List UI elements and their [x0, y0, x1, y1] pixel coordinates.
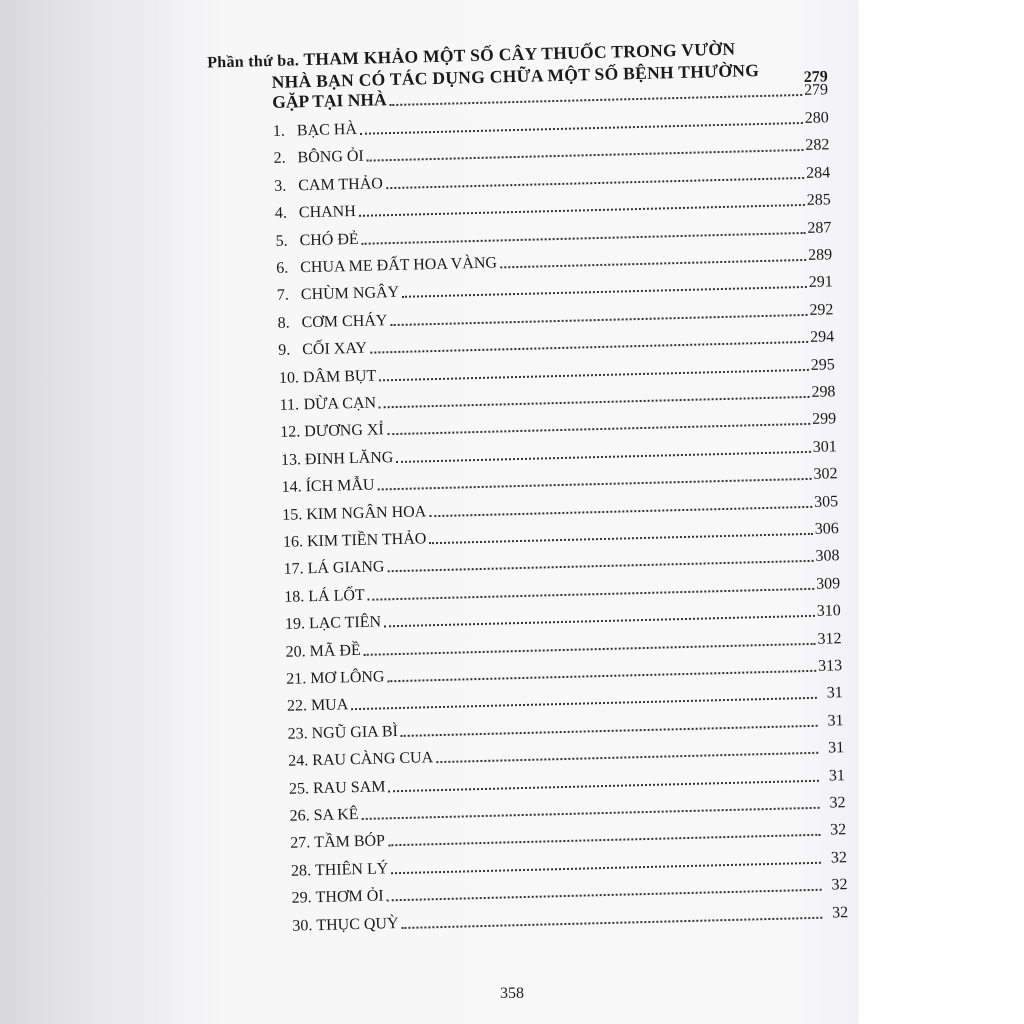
entry-number: 16.	[282, 533, 304, 551]
entry-title: BÔNG ỎI	[297, 148, 364, 167]
dot-leader	[364, 642, 816, 655]
entry-title: MUA	[310, 696, 349, 715]
dot-leader	[436, 752, 818, 763]
entry-title: KIM NGÂN HOA	[306, 502, 427, 523]
entry-page: 291	[808, 273, 833, 292]
entry-title: ĐINH LĂNG	[304, 448, 394, 469]
entry-title: CHUA ME ĐẤT HOA VÀNG	[300, 254, 498, 277]
entry-page: 32	[829, 794, 846, 812]
entry-number: 10.	[278, 368, 300, 387]
entry-page: 309	[815, 575, 841, 593]
dot-leader	[500, 259, 806, 268]
dot-leader	[429, 505, 812, 516]
entry-page: 298	[811, 383, 836, 401]
entry-page: 301	[812, 438, 837, 456]
entry-number: 24.	[288, 752, 309, 770]
entry-page: 310	[816, 602, 842, 620]
entry-number: 28.	[290, 862, 312, 880]
dot-leader	[362, 807, 820, 820]
dot-leader	[390, 94, 803, 106]
entry-number: 30.	[292, 916, 313, 935]
entry-page: 308	[815, 547, 840, 566]
entry-title: MÃ ĐỀ	[309, 641, 361, 660]
entry-page: 282	[805, 136, 830, 155]
entry-title: DÂM BỤT	[302, 367, 377, 386]
entry-title: NGŨ GIA BÌ	[311, 722, 399, 742]
entry-page: 305	[813, 492, 839, 511]
entry-page: 302	[813, 465, 838, 484]
entry-title: CHÓ ĐẺ	[299, 230, 359, 249]
entry-number: 14.	[281, 478, 302, 497]
entry-title: THIÊN LÝ	[314, 860, 389, 879]
entry-title: DỪA CẠN	[303, 394, 377, 414]
dot-leader	[362, 232, 806, 245]
entry-title: CỐI XAY	[302, 339, 368, 359]
entry-page: 313	[817, 657, 843, 675]
section-page-secondary: 279	[803, 81, 829, 99]
entry-page: 284	[805, 164, 831, 182]
dot-leader	[402, 916, 823, 928]
entry-page: 287	[807, 218, 832, 237]
entry-title: CHÙM NGÂY	[300, 284, 400, 304]
entry-number: 22.	[286, 697, 308, 716]
entry-page: 294	[809, 328, 835, 347]
entry-title: THỤC QUỲ	[316, 914, 399, 934]
entry-page: 32	[831, 876, 848, 894]
entry-title: SA KÊ	[313, 806, 359, 825]
entry-number: 4.	[274, 204, 288, 223]
entry-number: 23.	[287, 725, 308, 743]
entry-page: 289	[807, 246, 833, 264]
dot-leader	[360, 122, 803, 135]
entry-title: LẠC TIÊN	[308, 613, 382, 633]
entry-title: DƯƠNG XỈ	[304, 421, 384, 441]
entry-page: 32	[831, 903, 849, 922]
entry-number: 27.	[290, 834, 311, 853]
dot-leader	[379, 396, 809, 409]
section-lead: Phần thứ ba.	[207, 52, 300, 72]
dot-leader	[378, 478, 812, 491]
entry-page: 32	[830, 848, 848, 867]
entry-title: ÍCH MẪU	[305, 476, 375, 496]
dot-leader	[388, 560, 814, 572]
entry-number: 26.	[289, 807, 310, 825]
entry-number: 8.	[277, 314, 290, 332]
dot-leader	[390, 314, 807, 326]
entry-number: 29.	[291, 889, 312, 907]
dot-leader	[391, 862, 821, 874]
entry-number: 20.	[285, 642, 306, 661]
entry-number: 19.	[284, 615, 306, 633]
entry-number: 1.	[272, 122, 286, 140]
entry-title: THƠM ỎI	[315, 887, 384, 907]
entry-page: 32	[829, 821, 847, 839]
dot-leader	[388, 670, 817, 682]
dot-leader	[387, 889, 822, 902]
dot-leader	[359, 204, 805, 217]
entry-title: LÁ LỐT	[308, 586, 365, 605]
entry-page: 31	[828, 766, 846, 785]
dot-leader	[367, 149, 804, 162]
dot-leader	[402, 286, 807, 298]
dot-leader	[370, 341, 808, 354]
entry-number: 9.	[278, 341, 291, 360]
entry-number: 7.	[276, 286, 290, 305]
dot-leader	[351, 697, 817, 710]
entry-number: 2.	[273, 150, 286, 168]
dot-leader	[396, 451, 810, 463]
page-number: 358	[500, 985, 524, 1002]
entry-number: 11.	[279, 396, 300, 414]
entry-page: 306	[814, 520, 840, 538]
entry-number: 3.	[274, 177, 287, 195]
entry-page: 31	[827, 739, 845, 757]
dot-leader	[379, 368, 809, 380]
entry-title: RAU CÀNG CUA	[312, 749, 434, 770]
entry-page: 299	[811, 410, 837, 429]
dot-leader	[401, 725, 818, 737]
dot-leader	[389, 779, 819, 792]
dot-leader	[368, 588, 814, 601]
entry-title: KIM TIỀN THẢO	[306, 530, 427, 551]
entry-page: 285	[806, 191, 831, 210]
section-title-part-3: GẶP TẠI NHÀ	[271, 89, 387, 112]
entry-title: CHANH	[298, 203, 357, 222]
dot-leader	[387, 423, 810, 435]
dot-leader	[388, 834, 820, 847]
section-title-part-2: NHÀ BẠN CÓ TÁC DỤNG CHỮA MỘT SỐ BỆNH THƯỜNG	[271, 60, 760, 92]
dot-leader	[386, 177, 804, 189]
entry-page: 295	[810, 355, 835, 374]
entry-title: CƠM CHÁY	[301, 311, 388, 332]
entry-number: 12.	[280, 423, 301, 442]
entry-number: 5.	[275, 232, 288, 250]
entry-number: 18.	[284, 588, 305, 606]
dot-leader	[384, 615, 815, 628]
entry-number: 13.	[280, 451, 302, 469]
dot-leader	[429, 533, 813, 544]
entry-title: TẦM BÓP	[314, 832, 386, 852]
entry-number: 15.	[282, 505, 303, 524]
entry-page: 292	[809, 301, 834, 319]
entry-number: 25.	[288, 779, 310, 798]
entry-title: BẠC HÀ	[296, 120, 358, 140]
entry-title: MƠ LÔNG	[310, 668, 385, 688]
entry-number: 6.	[276, 259, 289, 277]
entry-page: 31	[827, 711, 844, 730]
entry-title: LÁ GIANG	[307, 558, 385, 578]
entry-number: 17.	[283, 560, 304, 579]
entry-page: 312	[817, 629, 842, 648]
entry-page: 280	[804, 109, 829, 127]
entry-title: RAU SAM	[312, 777, 386, 797]
section-page-primary: 279	[803, 68, 828, 86]
entry-number: 21.	[286, 670, 307, 688]
section-title-part-1: THAM KHẢO MỘT SỐ CÂY THUỐC TRONG VƯỜN	[303, 38, 736, 70]
entry-page: 31	[826, 684, 844, 702]
entry-title: CAM THẢO	[298, 175, 384, 195]
